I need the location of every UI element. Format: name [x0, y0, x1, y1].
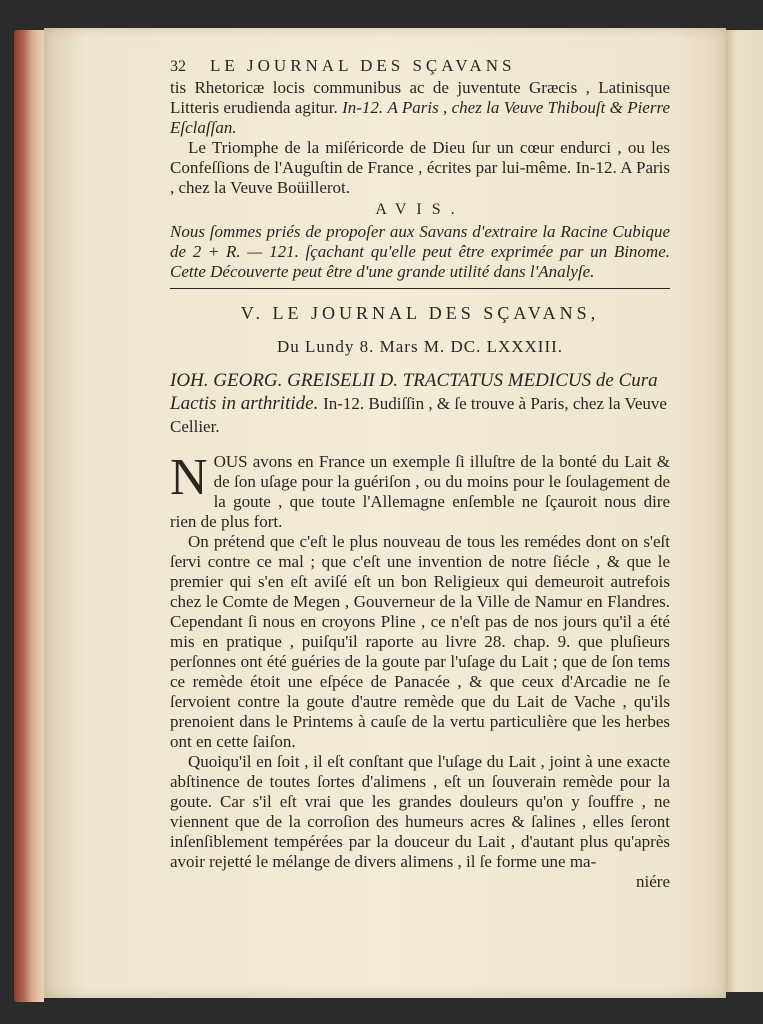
facing-page-edge	[726, 30, 763, 992]
page-text	[170, 56, 670, 892]
book1-printer: Pierre Eſclaſſan.	[170, 98, 670, 137]
book-entry-2: Le Triomphe de la miſéricorde de Dieu ſur un cœur endurci , ou les Confeſſions de l'Auguſtin de France , écrites par lui-même. In-12. A Paris , chez la Veuve Boüillerot.	[170, 138, 670, 197]
book-spine	[14, 30, 44, 1002]
catchword: niére	[636, 872, 670, 891]
avis-heading: AVIS.	[375, 201, 465, 218]
journal-title: V. LE JOURNAL DES SÇAVANS,	[240, 303, 600, 323]
book-subtitle: de Cura Lactis in arthritide.	[170, 370, 658, 414]
avis-text: Nous ſommes priés de propoſer aux Savans d'extraire la Racine Cubique de 2 + R. — 121. ſçachant qu'elle peut être exprimée par un Binome. Cette Découverte peut être d'une grande utilité dans l'Analyſe.	[170, 222, 670, 281]
running-head	[170, 56, 670, 78]
book-entry-1	[170, 78, 670, 138]
book1-line1: tis Rhetoricæ locis communibus ac de juventute Græcis , Latinisque	[170, 78, 670, 97]
book1-publisher: A Paris , chez la Veuve Thibouſt &	[387, 98, 623, 117]
page-number: 32	[170, 58, 186, 75]
drop-cap: N	[170, 449, 208, 506]
running-title: LE JOURNAL DES SÇAVANS	[210, 56, 516, 75]
book1-line2: Litteris erudienda agitur.	[170, 98, 338, 117]
book-title: IOH. GEORG. GREISELII D. TRACTATUS MEDICUS	[170, 370, 592, 391]
body-paragraph-1	[170, 449, 670, 532]
body-paragraph-2: On prétend que c'eſt le plus nouveau de tous les remédes dont on s'eſt ſervi contre ce mal ; que c'eſt une invention de notre ſiécle , & que le premier qui s'en eſt aviſé eſt un bon Religieux qui demeuroit autrefois chez le Comte de Megen , Gouverneur de la Ville de Namur en Flandres. Cependant ſi nous en croyons Pline , ce n'eſt pas de nos jours qu'il a été mis en pratique , puiſqu'il raporte au livre 28. chap. 9. que pluſieurs perſonnes ont été guéries de la goute par l'uſage du Lait ; que de ſon tems ce remède étoit une eſpéce de Panacée , & que ceux d'Arcadie ne ſe ſervoient contre la goute d'autre remède que du Lait de Vache , qu'ils prenoient dans le Printems à cauſe de la vertu particulière que les herbes ont en cette ſaiſon.	[170, 532, 670, 751]
body-paragraph-3: Quoiqu'il en ſoit , il eſt conſtant que l'uſage du Lait , joint à une exacte abſtinence de toutes ſortes d'alimens , eſt un ſouverain remède pour la goute. Car s'il eſt vrai que les grandes douleurs qu'on y ſouffre , ne viennent que de la corroſion des humeurs acres & ſalines , elles ſeront inſenſiblement tempérées par la douceur du Lait , d'autant plus qu'après avoir rejetté le mélange de divers alimens , il ſe forme une ma-	[170, 752, 670, 871]
book-imprint: In-12. Budiſſin , & ſe trouve à Paris, chez la Veuve Cellier.	[170, 394, 667, 436]
section-divider	[170, 288, 670, 289]
paragraph-1-text: OUS avons en France un exemple ſi illuſtre de la bonté du Lait & de ſon uſage pour la guériſon , ou du moins pour le ſoulagement de la goute , que toute l'Allemagne enſemble ne ſçauroit nous dire rien de plus fort.	[170, 452, 670, 531]
book-heading	[170, 369, 670, 438]
issue-date: Du Lundy 8. Mars M. DC. LXXXIII.	[276, 337, 564, 356]
book1-format: In-12.	[342, 98, 384, 117]
